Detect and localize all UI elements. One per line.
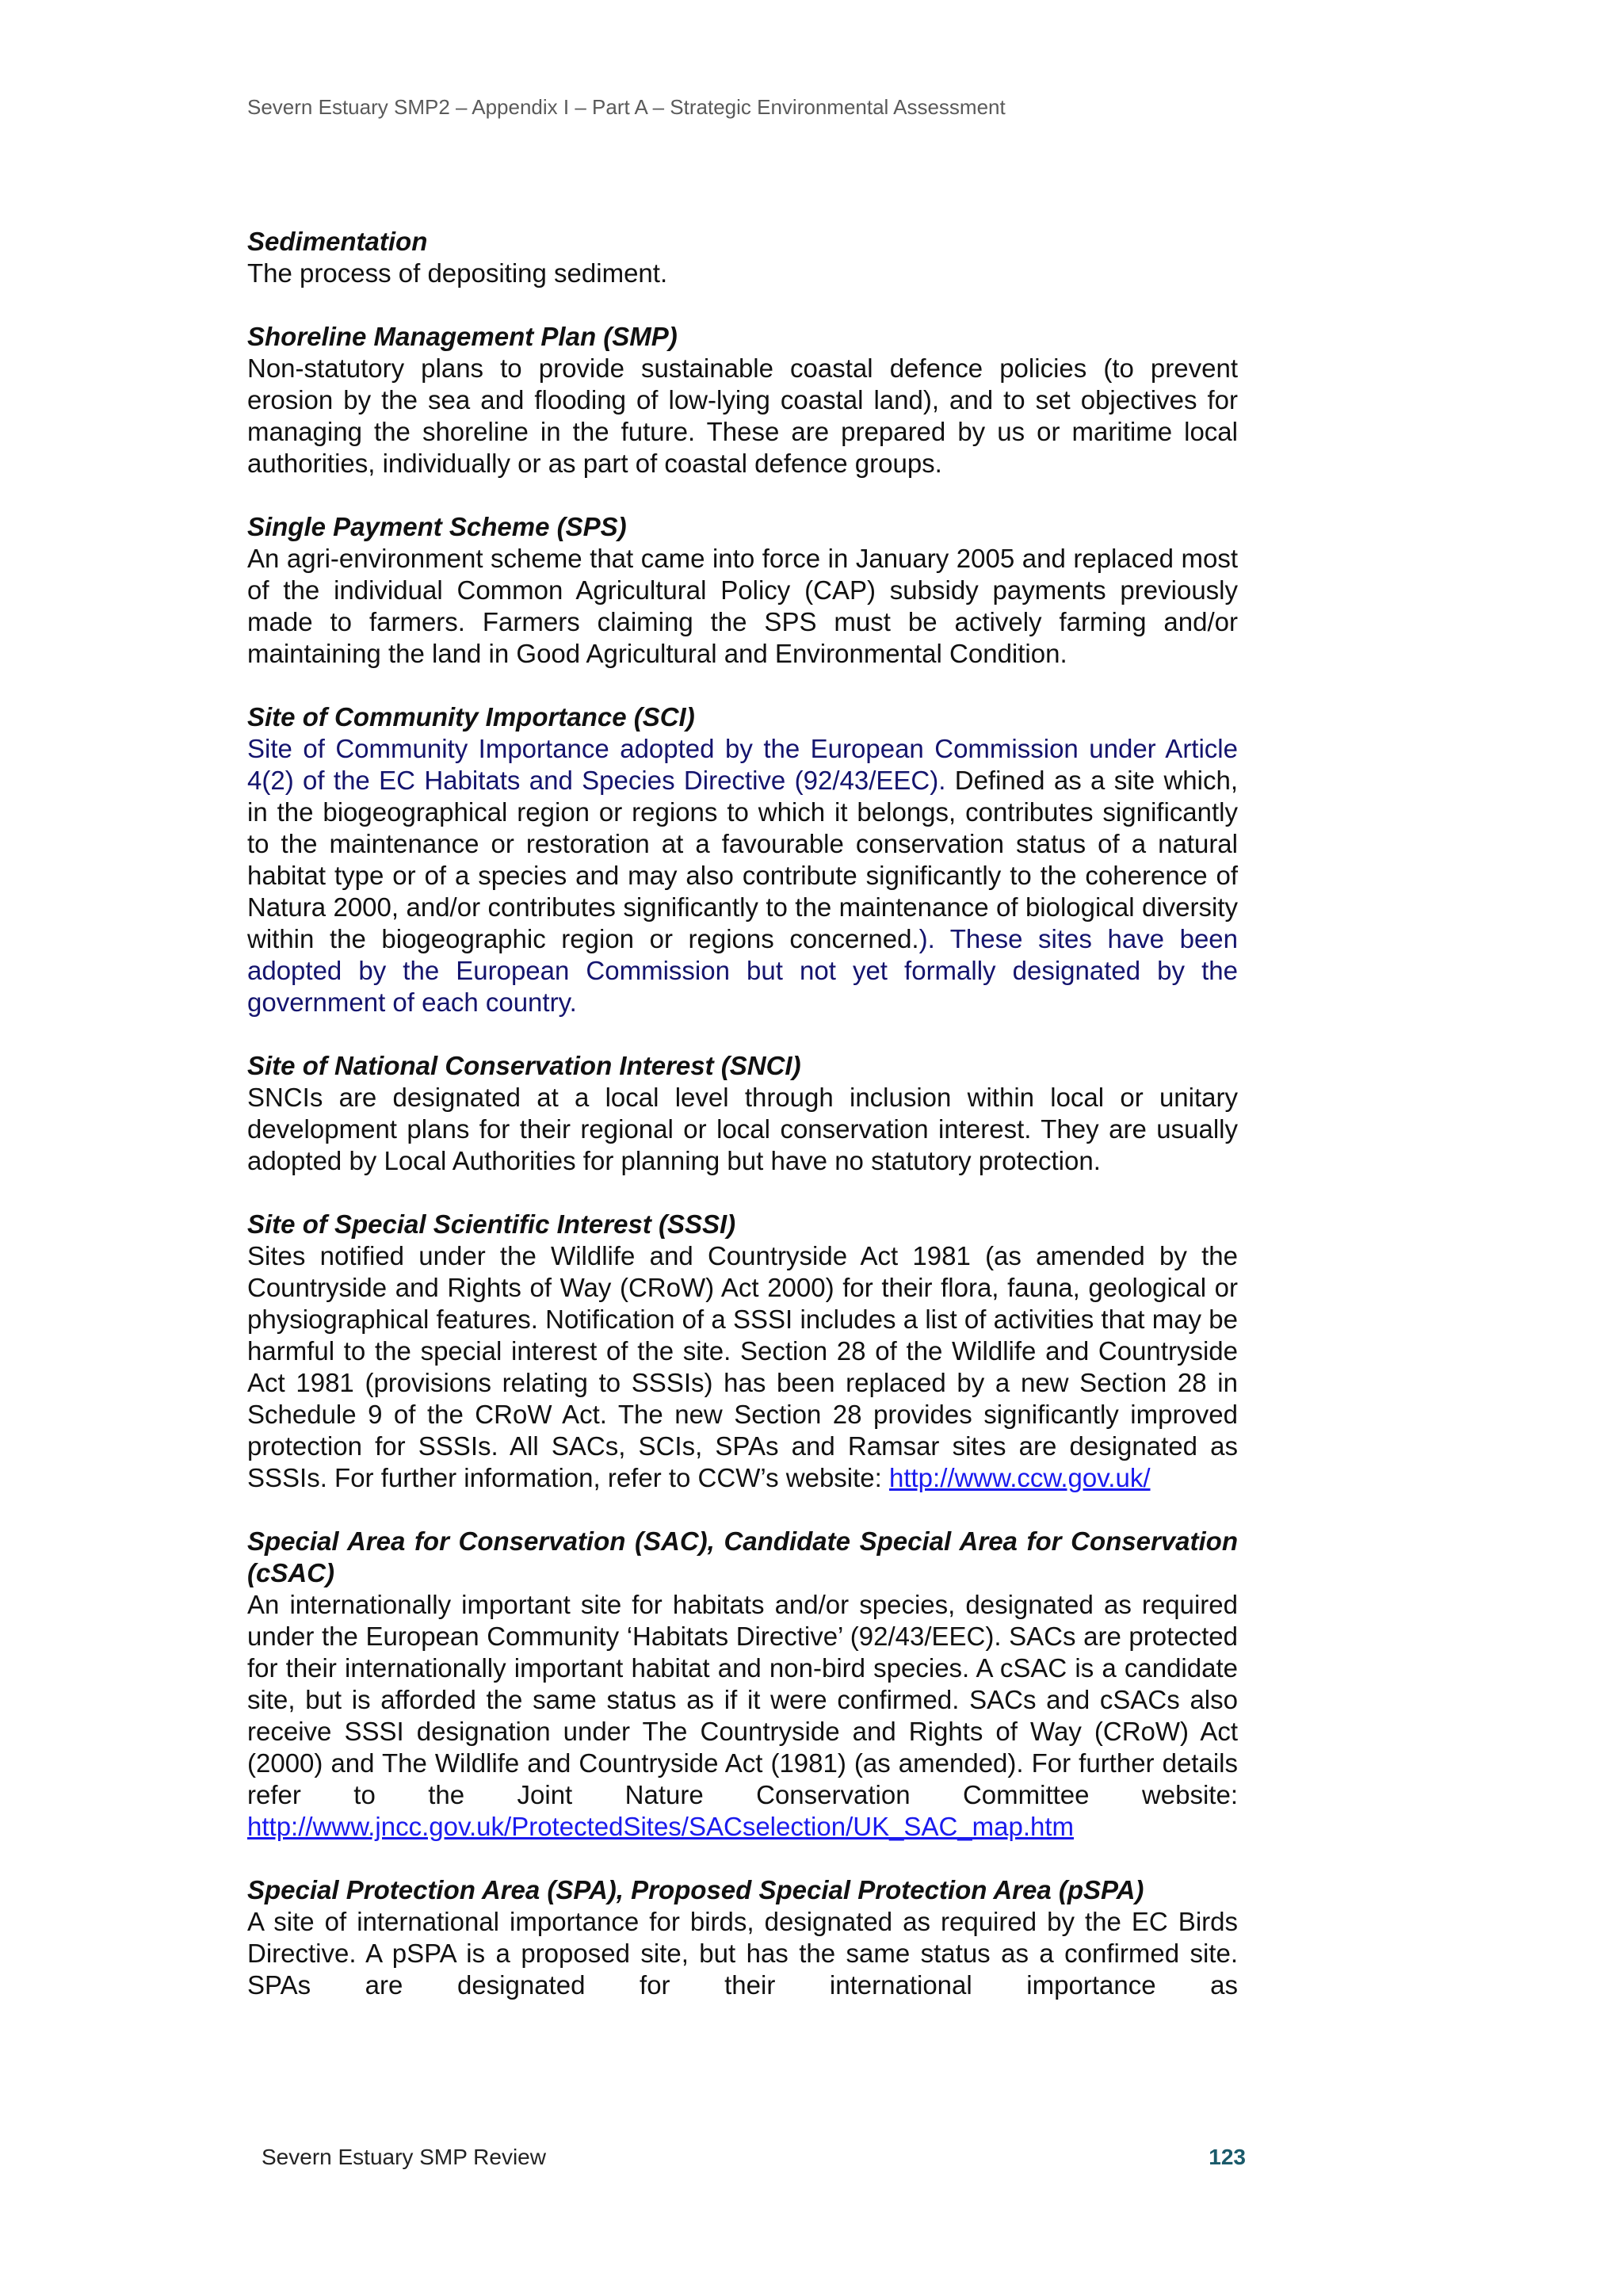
entry-title: Special Area for Conservation (SAC), Candidate Special Area for Conservation (cSAC): [247, 1526, 1238, 1587]
entry-body: Non-statutory plans to provide sustainable coastal defence policies (to prevent erosion by the sea and flooding of low-lying coastal land), and to set objectives for managing the shoreline in the future. These are prepared by us or maritime local authorities, individually or as part of coastal defence groups.: [247, 353, 1238, 478]
entry-spa: [247, 1874, 1238, 2001]
entry-title: Sedimentation: [247, 227, 428, 256]
entry-sedimentation: [247, 226, 1238, 289]
entry-title: Special Protection Area (SPA), Proposed Special Protection Area (pSPA): [247, 1875, 1144, 1904]
entry-title: Shoreline Management Plan (SMP): [247, 322, 678, 351]
entry-sssi: [247, 1209, 1238, 1494]
entry-sac: [247, 1526, 1238, 1843]
body-text: Sites notified under the Wildlife and Countryside Act 1981 (as amended by the Countryside and Rights of Way (CRoW) Act 2000) for their flora, fauna, geological or physiographical features. Notification of a SSSI includes a list of activities that may be harmful to the special interest of the site. Section 28 of the Wildlife and Countryside Act 1981 (provisions relating to SSSIs) has been replaced by a new Section 28 in Schedule 9 of the CRoW Act. The new Section 28 provides significantly improved protection for SSSIs. All SACs, SCIs, SPAs and Ramsar sites are designated as SSSIs. For further information, refer to CCW’s website:: [247, 1241, 1238, 1492]
entry-body: [247, 733, 1238, 1018]
footer-text: Severn Estuary SMP Review: [262, 2145, 546, 2169]
entry-sps: [247, 511, 1238, 670]
entry-title: Site of Community Importance (SCI): [247, 702, 695, 732]
entry-title: Site of National Conservation Interest (SNCI): [247, 1051, 801, 1080]
running-header: Severn Estuary SMP2 – Appendix I – Part A – Strategic Environmental Assessment: [247, 95, 1006, 119]
entry-title: Site of Special Scientific Interest (SSSI): [247, 1209, 736, 1239]
entry-body: The process of depositing sediment.: [247, 258, 668, 288]
highlighted-text: Site of Community Importance adopted by the European Commission under Article 4(2) of the EC Habitats and Species Directive (92/43/EEC).: [247, 734, 1238, 795]
entry-link-line: [247, 1811, 1238, 1843]
entry-body: An agri-environment scheme that came into force in January 2005 and replaced most of the individual Common Agricultural Policy (CAP) subsidy payments previously made to farmers. Farmers claiming the SPS must be actively farming and/or maintaining the land in Good Agricultural and Environmental Condition.: [247, 544, 1238, 668]
entry-title: Single Payment Scheme (SPS): [247, 512, 627, 541]
ccw-website-link[interactable]: http://www.ccw.gov.uk/: [888, 1463, 1151, 1492]
entry-smp: [247, 321, 1238, 479]
entry-body: A site of international importance for birds, designated as required by the EC Birds Directive. A pSPA is a proposed site, but has the same status as a confirmed site. SPAs are designated for their international importance as: [247, 1907, 1238, 2000]
page-number: 123: [1209, 2145, 1246, 2169]
entry-sci: [247, 701, 1238, 1018]
entry-body: [247, 1240, 1238, 1494]
glossary-content: [247, 226, 1238, 2033]
body-text: Defined as a site which, in the biogeographical region or regions to which it belongs, contributes significantly to the maintenance or restoration at a favourable conservation status of a natural habitat type or of a species and may also contribute significantly to the coherence of Natura 2000, and/or contributes significantly to the maintenance of biological diversity within the biogeographic region or regions concerned.: [247, 766, 1238, 953]
entry-body: An internationally important site for habitats and/or species, designated as required under the European Community ‘Habitats Directive’ (92/43/EEC). SACs are protected for their internationally important habitat and non-bird species. A cSAC is a candidate site, but is afforded the same status as if it were confirmed. SACs and cSACs also receive SSSI designation under The Countryside and Rights of Way (CRoW) Act (2000) and The Wildlife and Countryside Act (1981) (as amended). For further details refer to the Joint Nature Conservation Committee website:: [247, 1590, 1238, 1809]
highlighted-text: ). These sites have been adopted by the European Commission but not yet formally designated by the government of each country.: [247, 924, 1239, 1017]
jncc-website-link[interactable]: http://www.jncc.gov.uk/ProtectedSites/SACselection/UK_SAC_map.htm: [247, 1812, 1075, 1841]
entry-snci: [247, 1050, 1238, 1177]
entry-body: SNCIs are designated at a local level through inclusion within local or unitary development plans for their regional or local conservation interest. They are usually adopted by Local Authorities for planning but have no statutory protection.: [247, 1083, 1238, 1175]
